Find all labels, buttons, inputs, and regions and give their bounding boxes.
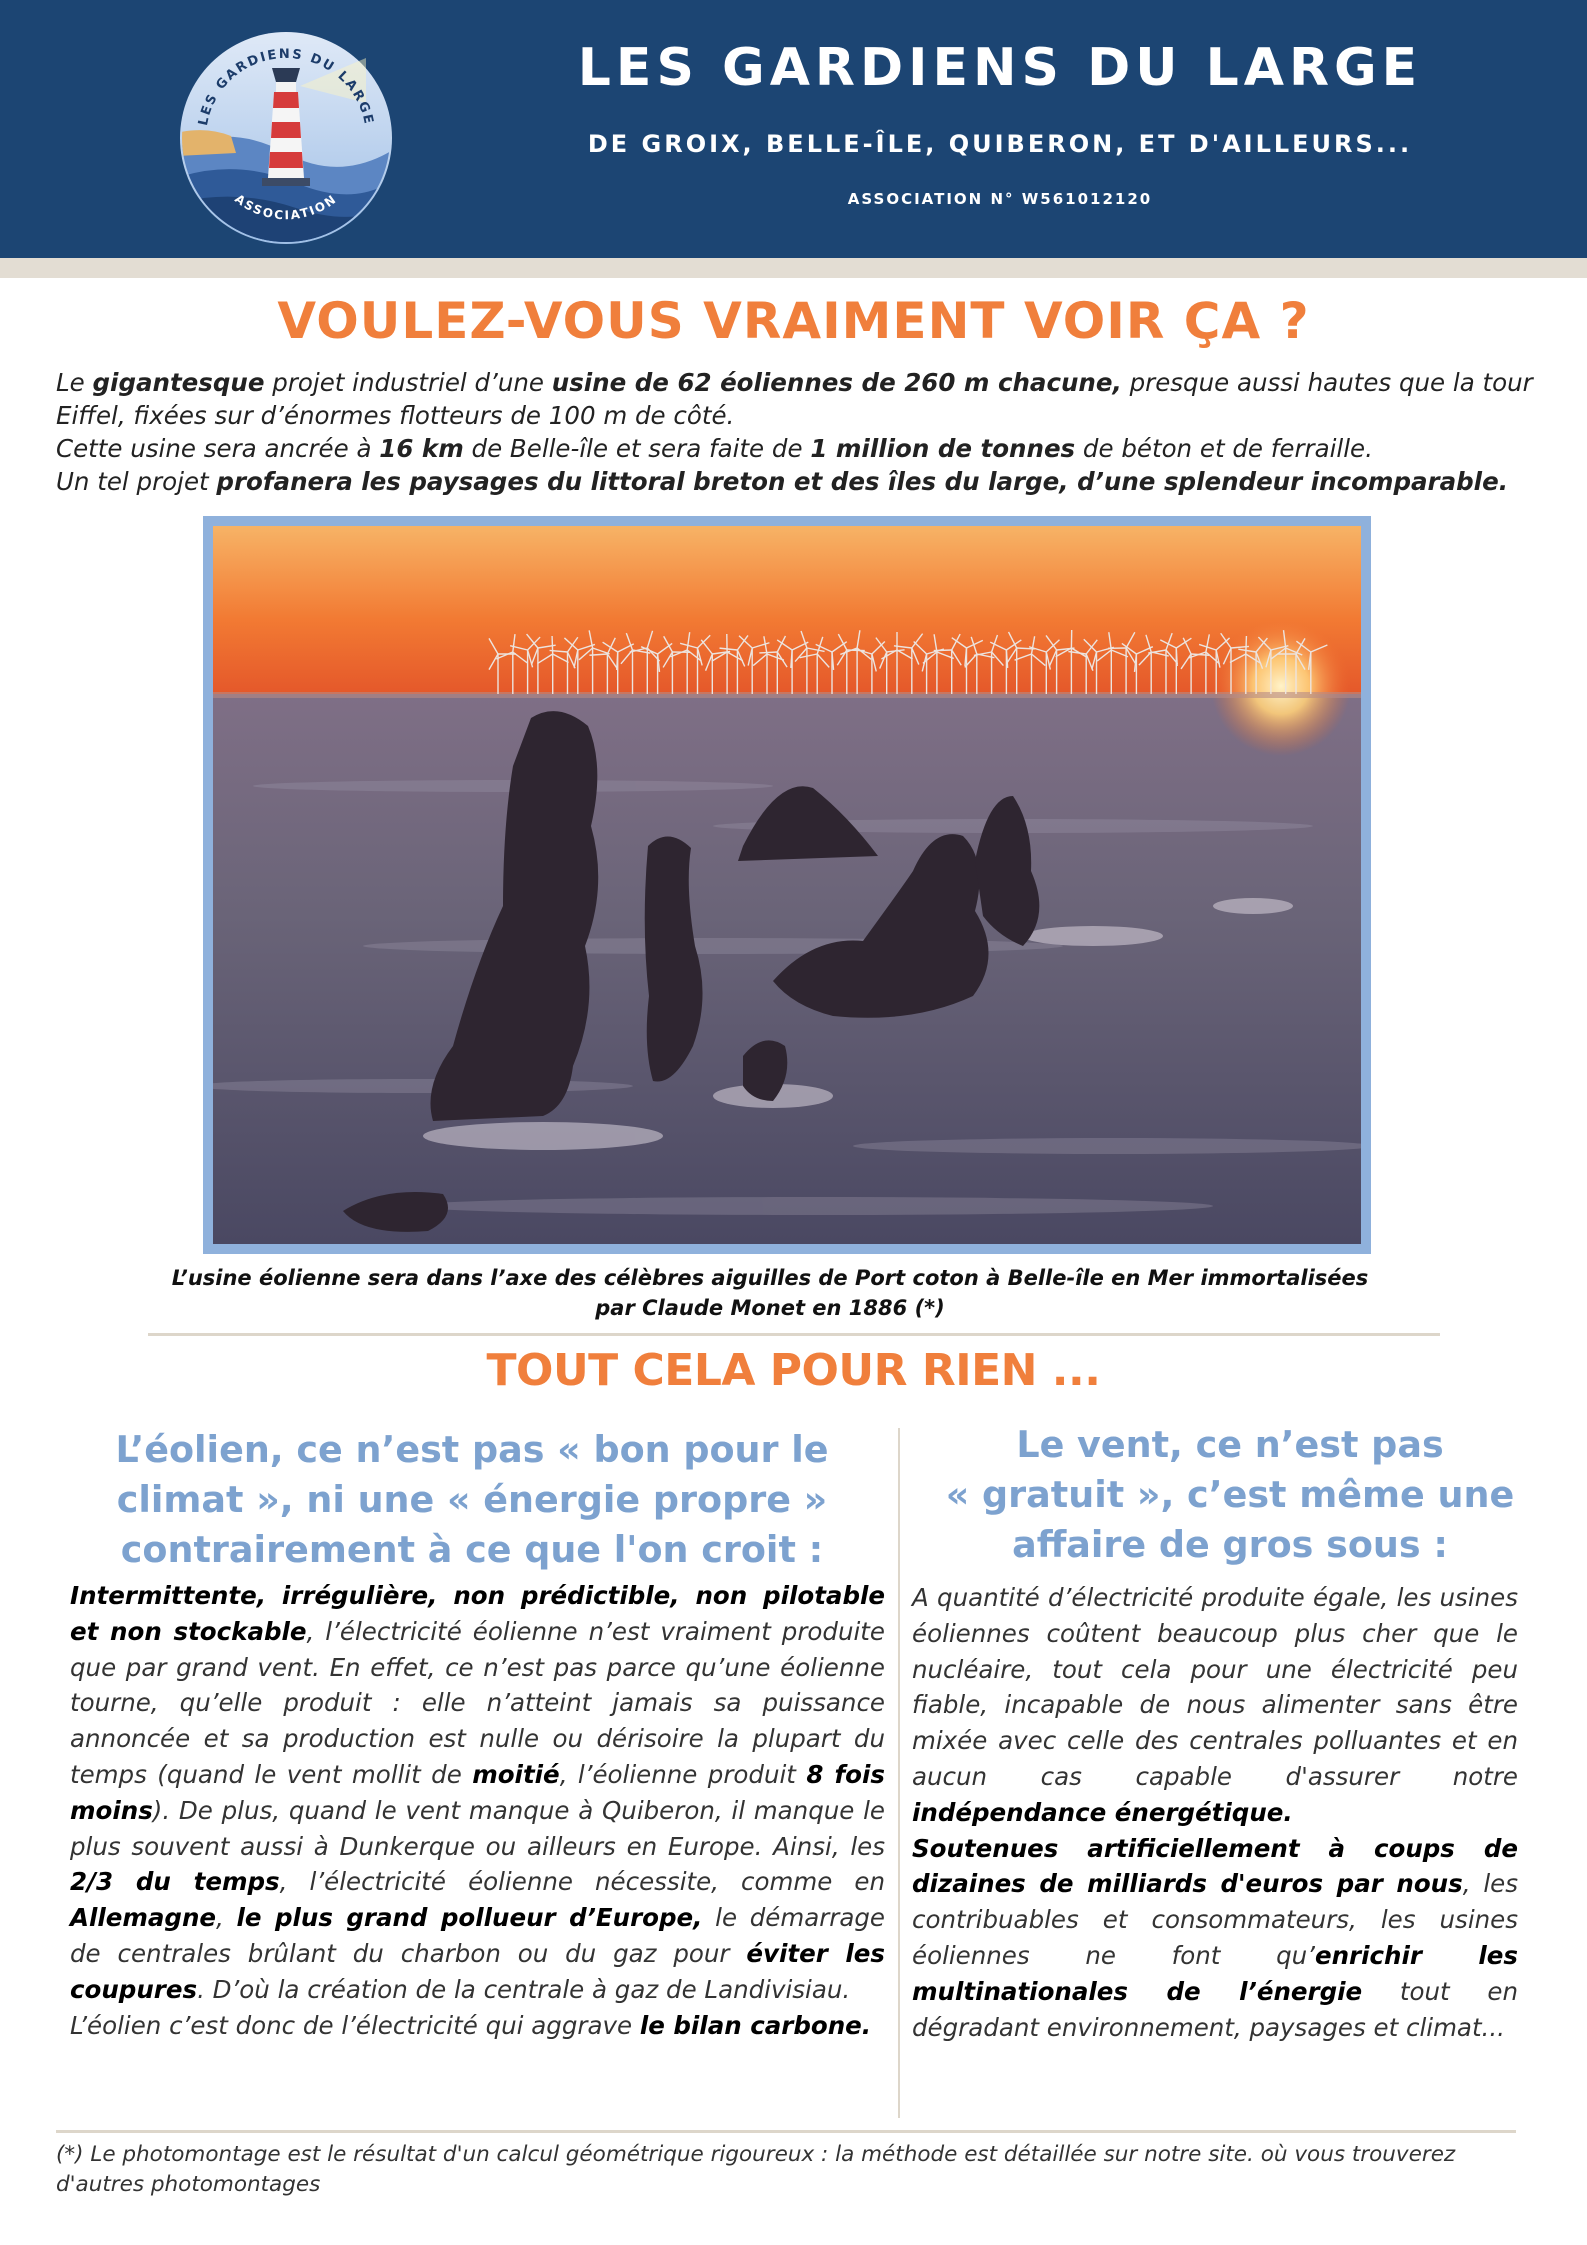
intro-line-1: Le gigantesque projet industriel d’une usine de 62 éoliennes de 260 m chacune, presque aussi hautes que la tour Eiffel, fixées sur d’énormes flotteurs de 100 m de côté. — [56, 368, 1533, 430]
page-subtitle: DE GROIX, BELLE-ÎLE, QUIBERON, ET D'AILLEURS... — [587, 130, 1413, 158]
photo-caption: L’usine éolienne sera dans l’axe des célèbres aiguilles de Port coton à Belle-île en Mer immortalisées par Claude Monet en 1886 (*) — [171, 1266, 1369, 1320]
association-logo — [176, 28, 396, 248]
header-divider — [0, 258, 1587, 278]
right-column-heading: Le vent, ce n’est pas « gratuit », c’est même une affaire de gros sous : — [945, 1423, 1515, 1566]
photomontage-image — [213, 526, 1361, 1244]
intro-line-2: Cette usine sera ancrée à 16 km de Belle-île et sera faite de 1 million de tonnes de béton et de ferraille. — [56, 434, 1373, 463]
footnote: (*) Le photomontage est le résultat d'un calcul géométrique rigoureux : la méthode est détaillée sur notre site. où vous trouverez d'autres photomontages — [56, 2142, 1456, 2197]
right-paragraph-2: Soutenues artificiellement à coups de dizaines de milliards d'euros par nous, les contribuables et consommateurs, les usines éoliennes ne font qu’enrichir les multinationales de l’énergie tout en dégradant environnement, paysages et climat... — [912, 1833, 1518, 2042]
header-band — [0, 0, 1587, 258]
column-divider — [898, 1428, 900, 2118]
footer-divider — [56, 2130, 1516, 2133]
right-paragraph-1: A quantité d’électricité produite égale, les usines éoliennes coûtent beaucoup plus cher que le nucléaire, tout cela pour une électricité peu fiable, incapable de nous alimenter sans être mixée avec celle des centrales polluantes et en aucun cas capable d'assurer notre indépendance énergétique. — [912, 1583, 1518, 1827]
left-column-body — [70, 1578, 885, 2043]
left-column-heading: L’éolien, ce n’est pas « bon pour le climat », ni une « énergie propre » contrairement à ce que l'on croit : — [115, 1428, 829, 1571]
headline: VOULEZ-VOUS VRAIMENT VOIR ÇA ? — [277, 292, 1310, 350]
page-title: LES GARDIENS DU LARGE — [577, 38, 1423, 98]
right-column-body — [912, 1580, 1518, 2045]
section-title: TOUT CELA POUR RIEN ... — [486, 1345, 1101, 1396]
left-paragraph-1: Intermittente, irrégulière, non prédictible, non pilotable et non stockable, l’électricité éolienne n’est vraiment produite que par grand vent. En effet, ce n’est pas parce qu’une éolienne tourne, qu’elle produit : elle n’atteint jamais sa puissance annoncée et sa production est nulle ou dérisoire la plupart du temps (quand le vent mollit de moitié, l’éolienne produit 8 fois moins). De plus, quand le vent manque à Quiberon, il manque le plus souvent aussi à Dunkerque ou ailleurs en Europe. Ainsi, les 2/3 du temps, l’électricité éolienne nécessite, comme en Allemagne, le plus grand pollueur d’Europe, le démarrage de centrales brûlant du charbon ou du gaz pour éviter les coupures. D’où la création de la centrale à gaz de Landivisiau. — [70, 1581, 886, 2004]
section-divider — [148, 1333, 1440, 1336]
intro-text — [56, 366, 1546, 498]
left-paragraph-2: L’éolien c’est donc de l’électricité qui aggrave le bilan carbone. — [70, 2010, 872, 2040]
svg-text:ASSOCIATION: ASSOCIATION — [232, 191, 340, 223]
svg-text:LES GARDIENS DU LARGE: LES GARDIENS DU LARGE — [195, 46, 377, 127]
association-number: ASSOCIATION N° W561012120 — [847, 190, 1153, 208]
intro-line-3: Un tel projet profanera les paysages du littoral breton et des îles du large, d’une splendeur incomparable. — [56, 467, 1509, 496]
photomontage-frame — [203, 516, 1371, 1254]
